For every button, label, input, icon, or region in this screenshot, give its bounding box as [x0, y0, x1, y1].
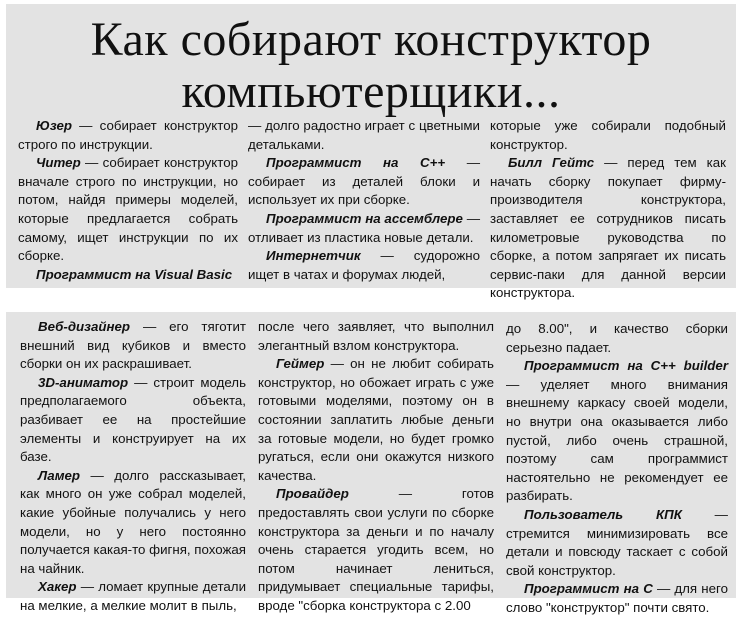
entry-paragraph — [506, 320, 728, 357]
entry-paragraph — [506, 506, 728, 580]
entry-paragraph — [490, 117, 726, 154]
article-title-line-2: компьютерщики... — [181, 65, 561, 118]
entry-text: которые уже собирали подобный конструктор. — [490, 118, 726, 152]
top-column-1 — [18, 117, 238, 284]
entry-paragraph — [18, 266, 238, 285]
top-article-panel — [6, 4, 736, 301]
entry-text: — его тяготит внешний вид кубиков и вместо сборки он их раскрашивает. — [20, 319, 246, 372]
entry-text: — судорожно ищет в чатах и форумах людей, — [248, 248, 480, 282]
entry-term: Программист на C++ — [266, 155, 446, 171]
entry-text: — стремится минимизировать все детали и повсюду таскает с собой свой конструктор. — [506, 506, 728, 578]
top-column-2 — [248, 117, 480, 284]
entry-term: Пользователь КПК — [524, 506, 682, 522]
entry-term: Читер — [36, 155, 81, 171]
entry-paragraph — [506, 357, 728, 506]
entry-term: Программист на ассемблере — [266, 210, 463, 226]
entry-term: Юзер — [36, 118, 72, 133]
entry-paragraph — [258, 355, 494, 485]
entry-paragraph — [20, 374, 246, 467]
entry-text: — долго рассказывает, как много он уже собрал моделей, какие убойные получались у него модели, но у него постоянно получается какая-то фигня, похожая на чайник. — [20, 467, 246, 576]
entry-text: — готов предоставлять свои услуги по сборке конструктора за деньги и по началу очень старается угодить всем, но потом начинает лениться, придумывает специальные тарифы, вроде "сборка конструктора с 2.00 — [258, 486, 494, 613]
entry-text: — собирает конструктор строго по инструкции. — [18, 118, 238, 152]
entry-text: — отливает из пластика новые детали. — [248, 210, 481, 245]
entry-paragraph — [248, 247, 480, 284]
entry-term: Геймер — [276, 356, 325, 372]
entry-term: Провайдер — [276, 486, 349, 502]
entry-paragraph — [248, 117, 480, 154]
entry-term: Ламер — [38, 467, 81, 483]
entry-term: 3D-аниматор — [38, 374, 129, 390]
entry-term: Программист на Visual Basic — [36, 266, 233, 282]
entry-term: Интернетчик — [266, 248, 361, 264]
entry-paragraph — [20, 578, 246, 615]
entry-text: — собирает конструктор вначале строго по инструкции, но потом, найдя примеры моделей, которые предлагается собрать самому, ищет инструкции по их сборке. — [18, 155, 238, 264]
top-column-3 — [490, 117, 726, 303]
entry-text: — уделяет много внимания внешнему каркасу своей модели, но внутри она оказывается либо пустой, либо очень страшной, поэтому сам программист настоятельно не рекомендует ее разбирать. — [506, 376, 728, 504]
entry-text: — строит модель предполагаемого объекта, разбивает ее на простейшие элементы и конструирует на их базе. — [20, 374, 246, 465]
entry-paragraph — [20, 318, 246, 374]
entry-text: после чего заявляет, что выполнил элегантный взлом конструктора. — [258, 319, 494, 353]
entry-paragraph — [18, 117, 238, 154]
entry-paragraph — [258, 485, 494, 615]
entry-term: Веб-дизайнер — [38, 319, 131, 334]
entry-paragraph — [18, 154, 238, 266]
entry-term: Хакер — [38, 579, 77, 595]
entry-text: — для него слово "конструктор" почти свято. — [506, 581, 728, 615]
entry-text: — собирает из деталей блоки и использует их при сборке. — [248, 155, 480, 208]
article-title-line-1: Как собирают конструктор — [90, 13, 652, 66]
entry-term: Программист на С — [524, 581, 653, 597]
entry-text: до 8.00", и качество сборки серьезно падает. — [506, 321, 728, 355]
entry-paragraph — [248, 210, 480, 247]
entry-term: Билл Гейтс — [508, 155, 595, 171]
entry-paragraph — [248, 154, 480, 210]
entry-paragraph — [258, 318, 494, 355]
entry-text: — перед тем как начать сборку покупает фирму-производителя конструктора, заставляет ее сотрудников писать километровые руководства по сборке, а потом запрягает их писать сервис-паки для данной версии конструктора. — [490, 155, 726, 301]
entry-term: Программист на C++ builder — [524, 358, 728, 374]
entry-text: — долго радостно играет с цветными детальками. — [248, 118, 480, 152]
entry-text: — ломает крупные детали на мелкие, а мелкие молит в пыль, — [20, 579, 246, 613]
entry-paragraph — [506, 580, 728, 617]
bottom-article-panel — [6, 312, 736, 615]
bottom-column-1 — [20, 318, 246, 616]
bottom-column-3 — [506, 320, 728, 618]
bottom-column-2 — [258, 318, 494, 616]
entry-paragraph — [490, 154, 726, 303]
entry-paragraph — [20, 467, 246, 579]
entry-text: — он не любит собирать конструктор, но обожает играть с уже готовыми моделями, поэтому он в состоянии заплатить любые деньги за готовые модели, но будет громко ругаться, если они окажутся низкого качества. — [258, 356, 494, 483]
